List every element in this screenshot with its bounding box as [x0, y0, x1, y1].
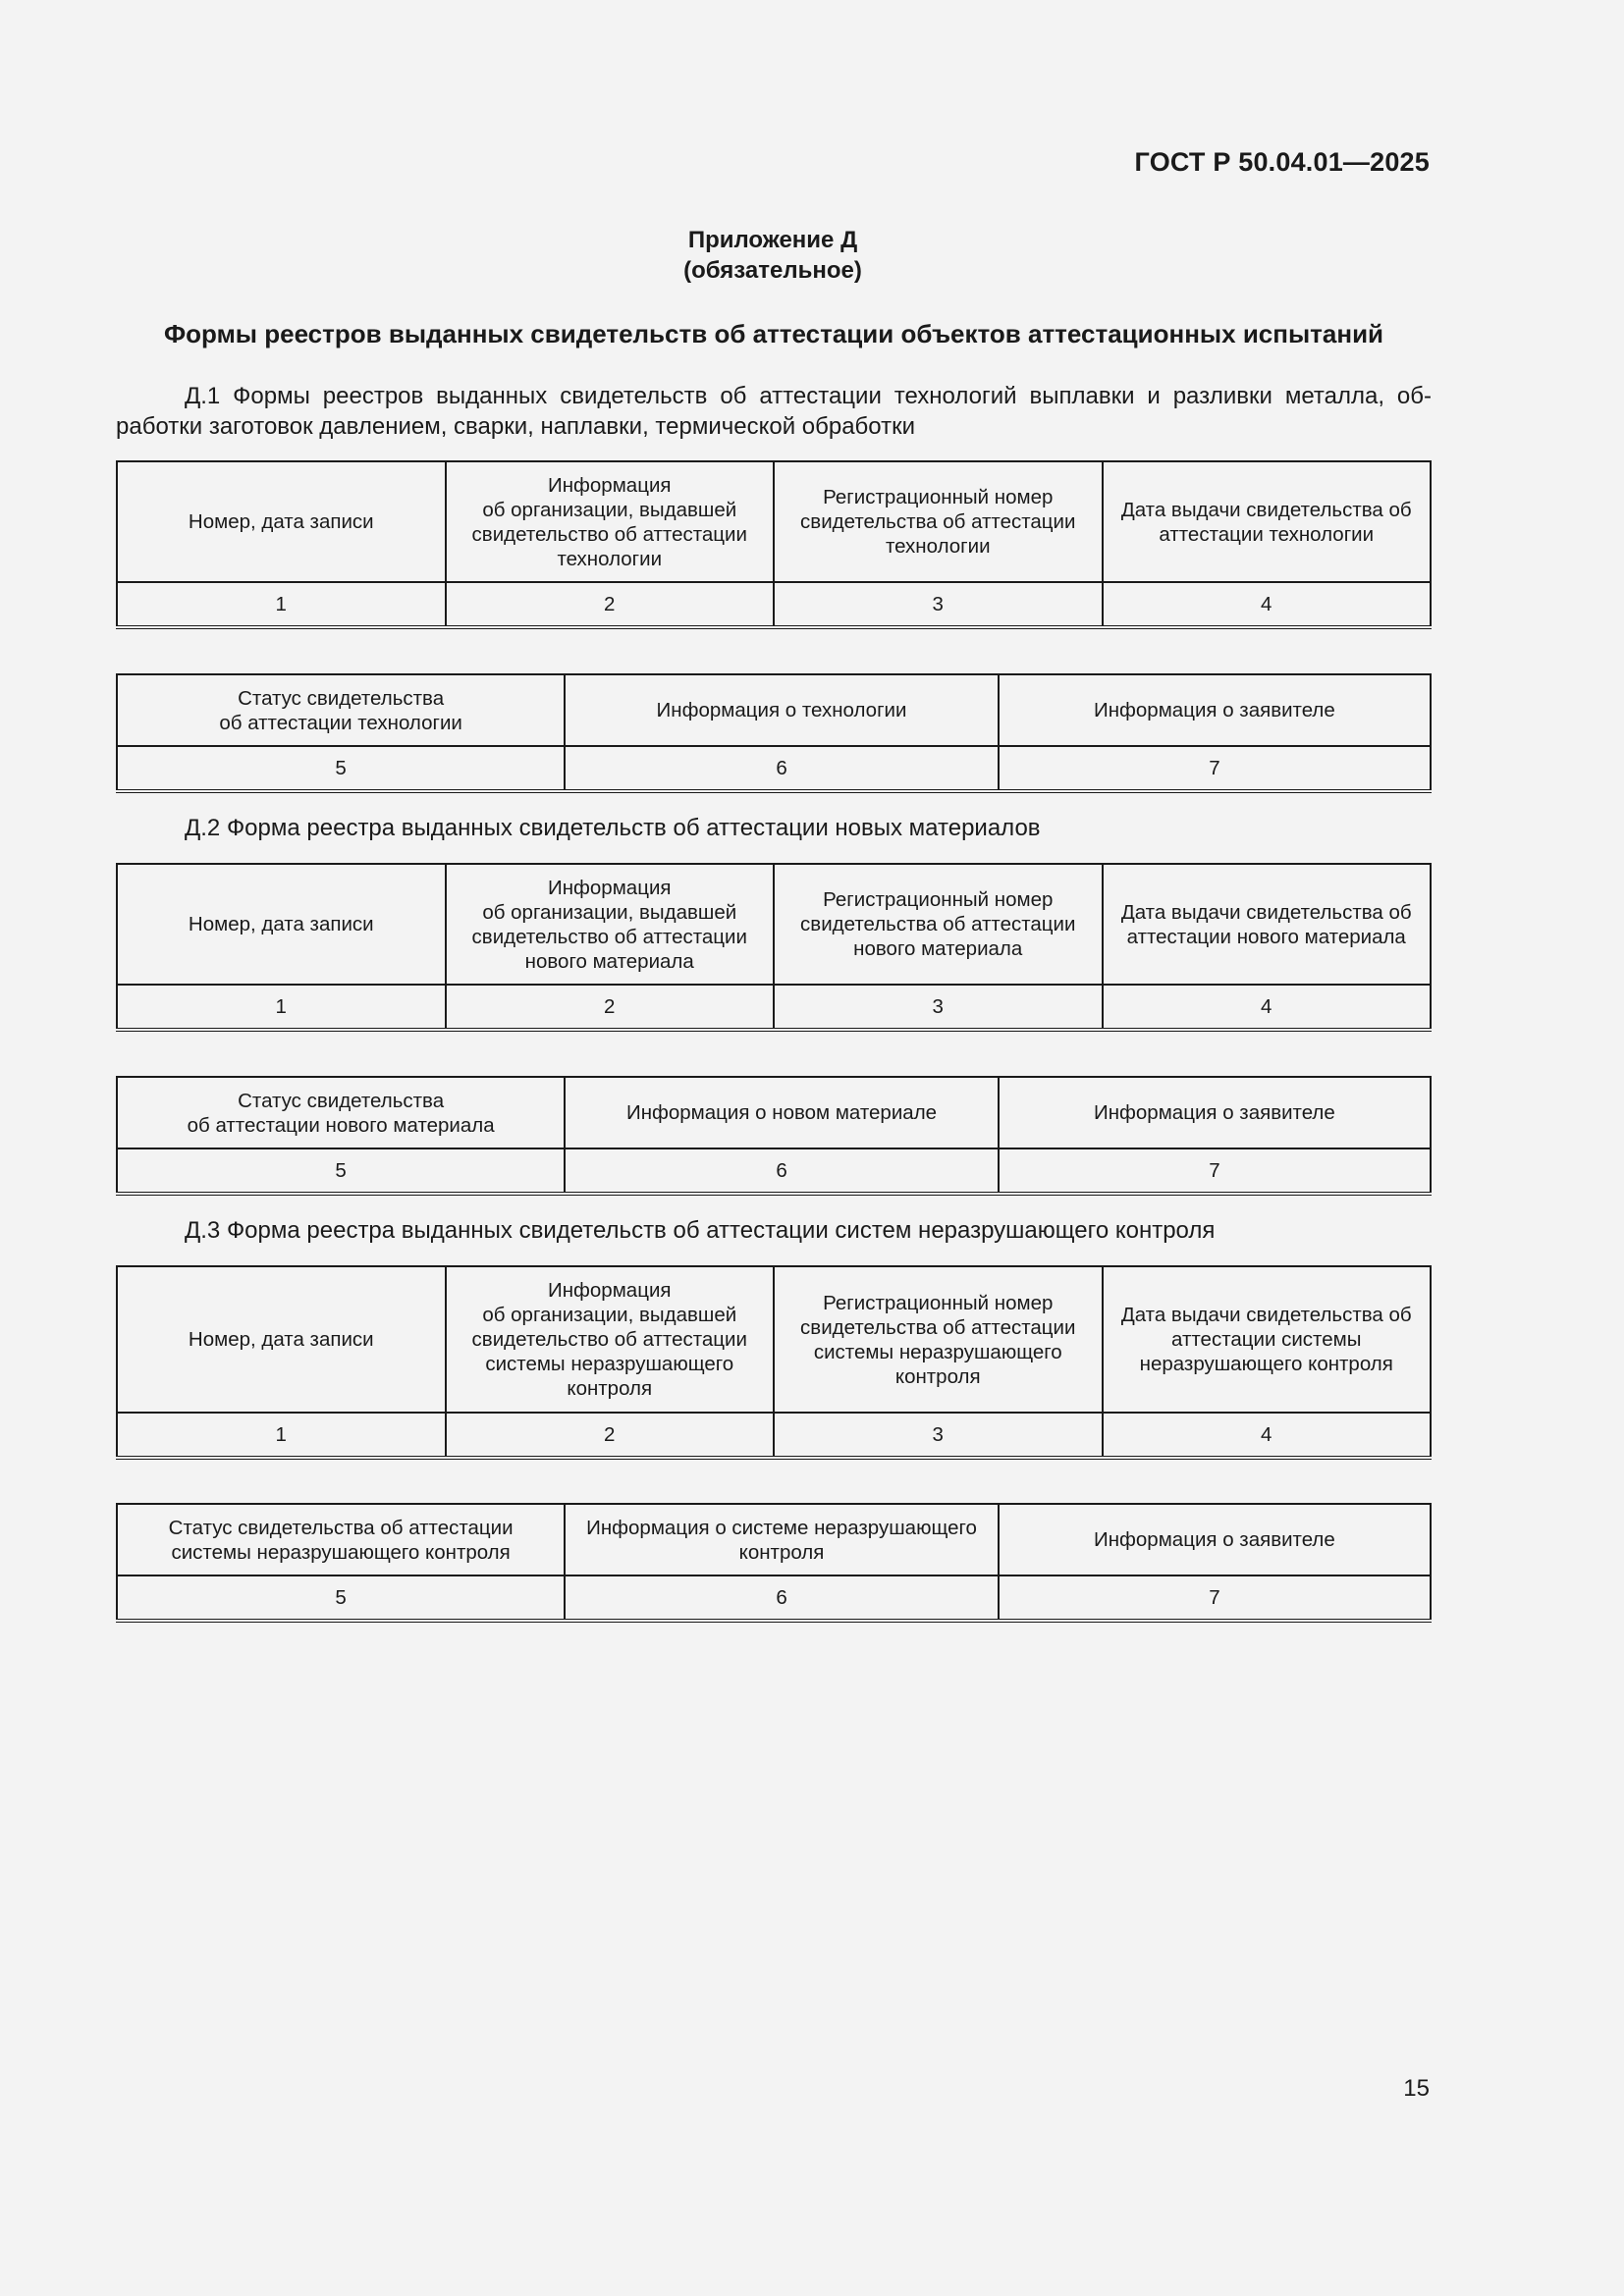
document-code: ГОСТ Р 50.04.01—2025 [1134, 147, 1430, 177]
register-table-d2-part2 [116, 1076, 1432, 1196]
register-table-d3-part2 [116, 1503, 1432, 1623]
column-header: Информация об организации, выдавшей свидетельство об аттестации системы неразрушающего контроля [446, 1266, 775, 1413]
column-number: 1 [117, 985, 446, 1030]
appendix-status: (обязательное) [683, 257, 862, 284]
table-header-row [117, 1504, 1431, 1575]
column-number: 5 [117, 1148, 565, 1194]
column-number-row [117, 746, 1431, 791]
column-number: 2 [446, 985, 775, 1030]
section-d1-paragraph: Д.1 Формы реестров выданных свидетельств об аттестации технологий выплавки и разливки металла, обработки заготовок давлением, сварки, наплавки, термической обработки [116, 383, 1432, 440]
column-header: Регистрационный номер свидетельства об аттестации нового материала [774, 864, 1103, 985]
column-number-row [117, 1413, 1431, 1458]
register-table-d1-part2 [116, 673, 1432, 793]
column-number: 4 [1103, 582, 1432, 627]
register-table-d1-part1 [116, 460, 1432, 629]
column-header: Дата выдачи свидетельства об аттестации системы неразрушающего контроля [1103, 1266, 1432, 1413]
column-header: Информация о заявителе [999, 674, 1431, 746]
column-number-row [117, 985, 1431, 1030]
column-header: Статус свидетельства об аттестации системы неразрушающего контроля [117, 1504, 565, 1575]
column-header: Информация об организации, выдавшей свидетельство об аттестации технологии [446, 461, 775, 582]
section-title: Формы реестров выданных свидетельств об аттестации объектов аттестационных испытаний [163, 319, 1384, 348]
column-number: 5 [117, 746, 565, 791]
appendix-title: Приложение Д [687, 227, 858, 253]
column-header: Информация о заявителе [999, 1504, 1431, 1575]
column-header: Информация о новом материале [565, 1077, 999, 1148]
column-number: 1 [117, 1413, 446, 1458]
column-header: Регистрационный номер свидетельства об аттестации технологии [774, 461, 1103, 582]
column-number: 6 [565, 1575, 999, 1621]
column-number: 7 [999, 1148, 1431, 1194]
column-header: Регистрационный номер свидетельства об аттестации системы неразрушающего контроля [774, 1266, 1103, 1413]
column-header: Дата выдачи свидетельства об аттестации нового материала [1103, 864, 1432, 985]
register-table-d2-part1 [116, 863, 1432, 1032]
column-number-row [117, 1575, 1431, 1621]
column-number: 5 [117, 1575, 565, 1621]
section-d2-paragraph: Д.2 Форма реестра выданных свидетельств об аттестации новых материалов [185, 815, 1041, 841]
column-number: 7 [999, 1575, 1431, 1621]
column-number: 1 [117, 582, 446, 627]
table-header-row [117, 461, 1431, 582]
column-number: 2 [446, 582, 775, 627]
column-number: 3 [774, 582, 1103, 627]
column-number: 6 [565, 1148, 999, 1194]
column-header: Информация о системе неразрушающего контроля [565, 1504, 999, 1575]
column-header: Дата выдачи свидетельства об аттестации технологии [1103, 461, 1432, 582]
table-header-row [117, 1077, 1431, 1148]
register-table-d3-part1 [116, 1265, 1432, 1460]
column-number-row [117, 582, 1431, 627]
column-header: Информация о технологии [565, 674, 999, 746]
column-number: 7 [999, 746, 1431, 791]
column-number: 2 [446, 1413, 775, 1458]
column-number: 6 [565, 746, 999, 791]
column-number-row [117, 1148, 1431, 1194]
column-header: Информация о заявителе [999, 1077, 1431, 1148]
column-header: Информация об организации, выдавшей свидетельство об аттестации нового материала [446, 864, 775, 985]
table-header-row [117, 674, 1431, 746]
column-number: 3 [774, 985, 1103, 1030]
column-header: Номер, дата записи [117, 461, 446, 582]
column-header: Статус свидетельства об аттестации технологии [117, 674, 565, 746]
page-number: 15 [1403, 2075, 1430, 2102]
column-header: Номер, дата записи [117, 1266, 446, 1413]
section-d3-paragraph: Д.3 Форма реестра выданных свидетельств об аттестации систем неразрушающего контроля [185, 1217, 1216, 1244]
column-number: 4 [1103, 985, 1432, 1030]
column-header: Номер, дата записи [117, 864, 446, 985]
column-number: 3 [774, 1413, 1103, 1458]
table-header-row [117, 1266, 1431, 1413]
table-header-row [117, 864, 1431, 985]
column-number: 4 [1103, 1413, 1432, 1458]
appendix-heading [0, 225, 1545, 286]
column-header: Статус свидетельства об аттестации нового материала [117, 1077, 565, 1148]
